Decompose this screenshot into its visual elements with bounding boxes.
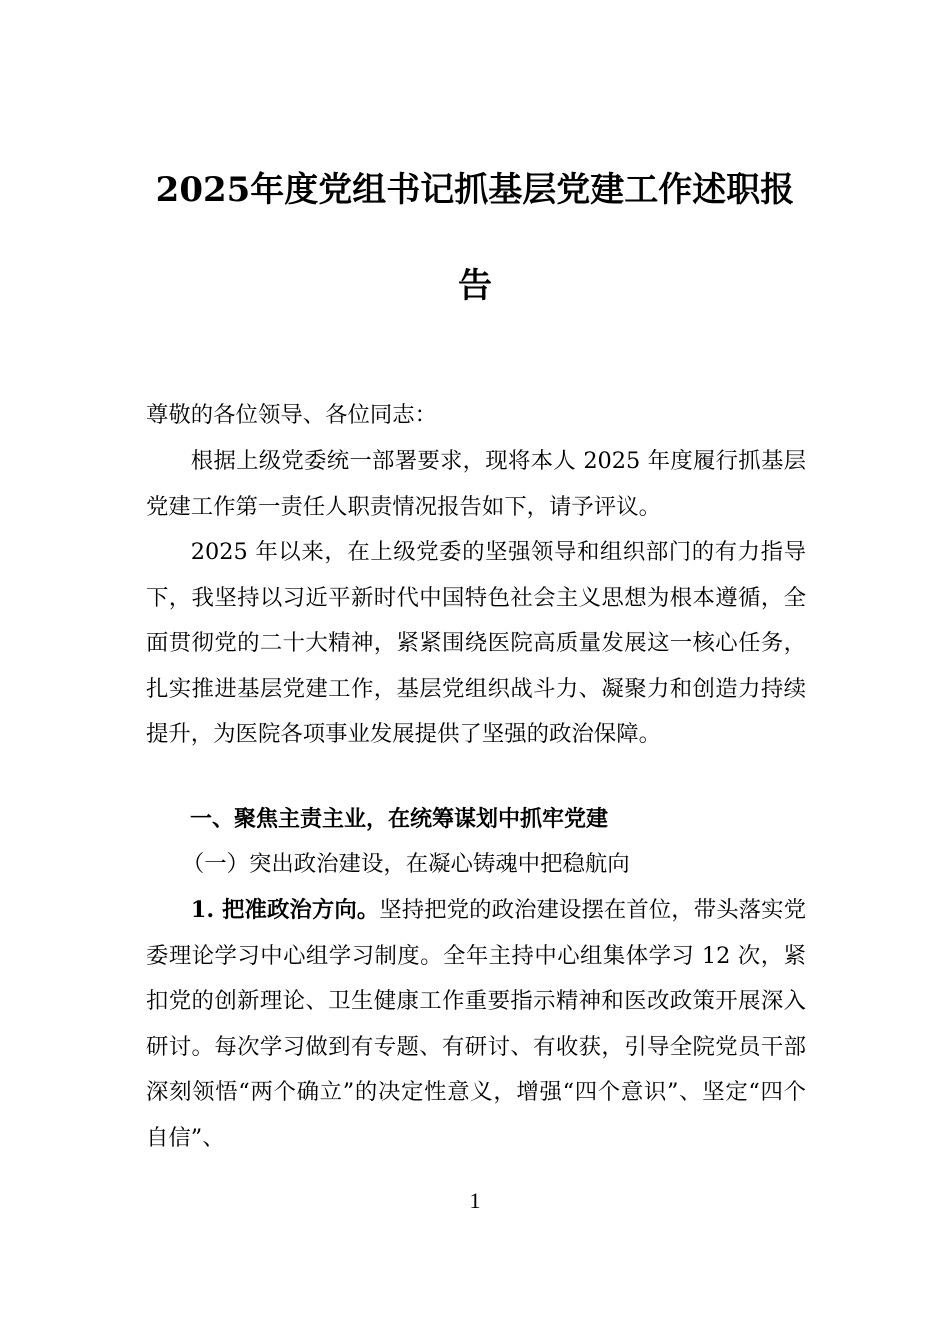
paragraph-political-direction: [146, 888, 806, 1161]
paragraph-overview: 2025 年以来，在上级党委的坚强领导和组织部门的有力指导下，我坚持以习近平新时代中国特色社会主义思想为根本遵循，全面贯彻党的二十大精神，紧紧围绕医院高质量发展这一核心任务，扎实推进基层党建工作，基层党组织战斗力、凝聚力和创造力持续提升，为医院各项事业发展提供了坚强的政治保障。: [146, 539, 806, 747]
paragraph-lead: 1. 把准政治方向。: [190, 897, 380, 923]
section-heading: 一、聚焦主责主业，在统筹谋划中抓牢党建: [190, 807, 609, 832]
page-number: 1: [469, 1188, 481, 1213]
document-title-continued: 告: [458, 266, 492, 306]
paragraph-intro: 根据上级党委统一部署要求，现将本人 2025 年度履行抓基层党建工作第一责任人职责情况报告如下，请予评议。: [146, 448, 806, 520]
salutation: 尊敬的各位领导、各位同志：: [146, 402, 438, 428]
paragraph-body: 坚持把党的政治建设摆在首位，带头落实党委理论学习中心组学习制度。全年主持中心组集体学习 12 次，紧扣党的创新理论、卫生健康工作重要指示精神和医改政策开展深入研讨。每次学习做到有专题、有研讨、有收获，引导全院党员干部深刻领悟“两个确立”的决定性意义，增强“四个意识”、坚定“四个自信”、: [146, 897, 807, 1151]
document-title: 2025年度党组书记抓基层党建工作述职报: [155, 170, 795, 210]
subsection-heading: （一）突出政治建设，在凝心铸魂中把稳航向: [181, 851, 630, 877]
